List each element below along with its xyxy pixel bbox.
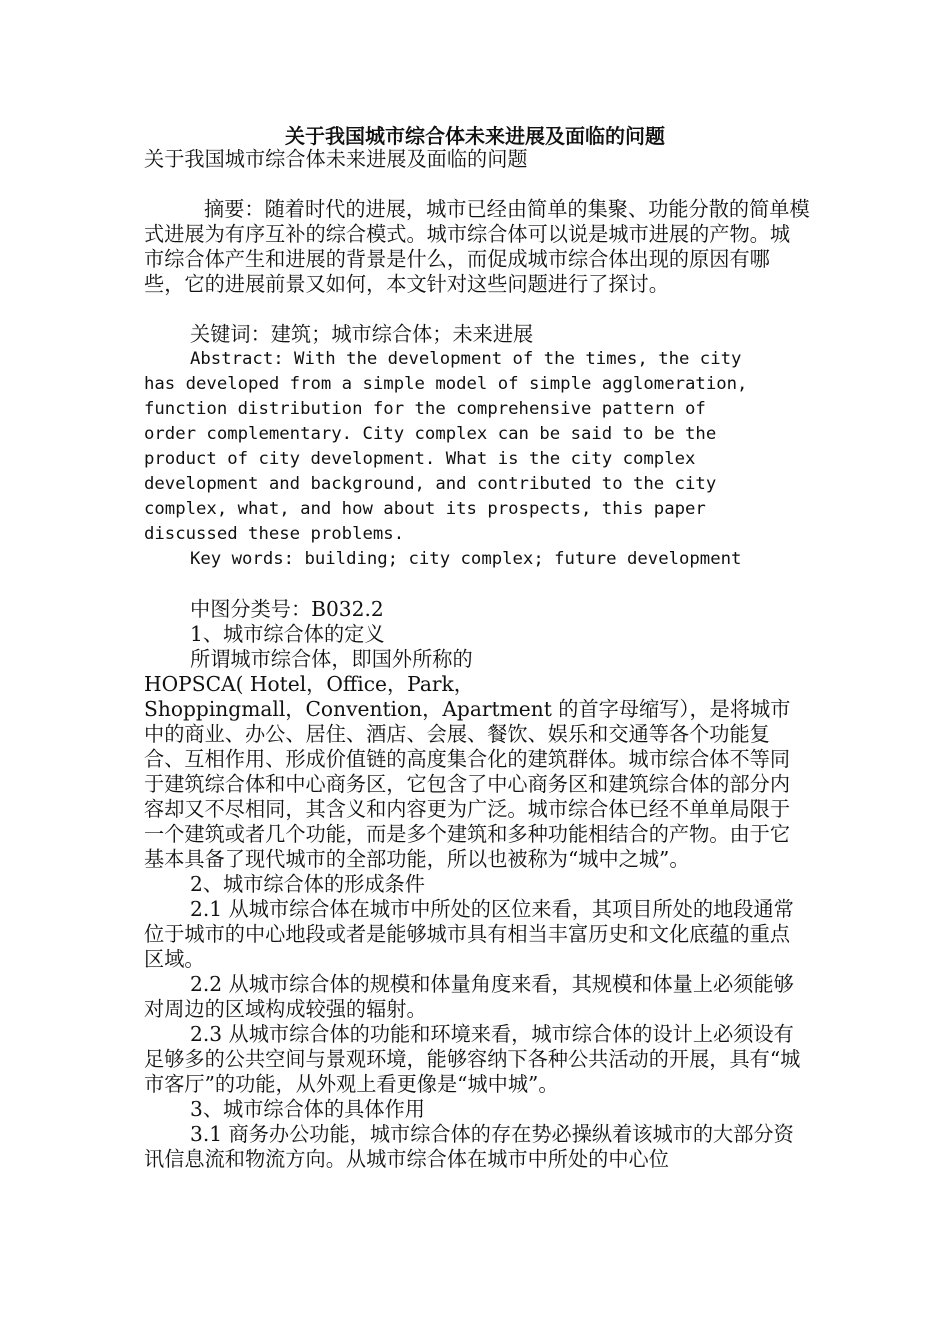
abstract-en-line: complex, what, and how about its prospects, this paper: [144, 499, 706, 519]
blank-line: [144, 297, 810, 322]
section1-paragraph: Shoppingmall，Convention，Apartment 的首字母缩写），是将城市中的商业、办公、居住、酒店、会展、餐饮、娱乐和交通等各个功能复合、互相作用、形成价值链的高度集合化的建筑群体。城市综合体不等同于建筑综合体和中心商务区，它包含了中心商务区和建筑综合体的部分内容却又不尽相同，其含义和内容更为广泛。城市综合体已经不单单局限于一个建筑或者几个功能，而是多个建筑和多种功能相结合的产物。由于它基本具备了现代城市的全部功能，所以也被称为“城中之城”。: [144, 697, 791, 871]
abstract-en-line: Abstract: With the development of the times, the city: [190, 349, 742, 369]
abstract-en-line: development and background, and contributed to the city: [144, 474, 717, 494]
document-title: 关于我国城市综合体未来进展及面临的问题: [285, 124, 665, 148]
blank-line: [144, 572, 810, 597]
section2-paragraph: 2.3 从城市综合体的功能和环境来看，城市综合体的设计上必须设有足够多的公共空间与景观环境，能够容纳下各种公共活动的开展，具有“城市客厅”的功能，从外观上看更像是“城中城”。: [144, 1022, 801, 1096]
classification-number: 中图分类号：B032.2: [190, 597, 384, 621]
section2-paragraph: 2.1 从城市综合体在城市中所处的区位来看，其项目所处的地段通常位于城市的中心地段或者是能够城市具有相当丰富历史和文化底蕴的重点区域。: [144, 897, 794, 971]
blank-line: [144, 172, 810, 197]
section-heading: 3、城市综合体的具体作用: [190, 1097, 425, 1121]
section1-hopsca: HOPSCA( Hotel，Office，Park，: [144, 672, 474, 696]
abstract-en-line: function distribution for the comprehensive pattern of: [144, 399, 706, 419]
document-subtitle: 关于我国城市综合体未来进展及面临的问题: [144, 147, 528, 171]
section-heading: 1、城市综合体的定义: [190, 622, 385, 646]
document-body: [144, 147, 810, 1172]
abstract-en-line: has developed from a simple model of simple agglomeration,: [144, 374, 748, 394]
keywords-en: Key words: building; city complex; future development: [190, 549, 742, 569]
section2-paragraph: 2.2 从城市综合体的规模和体量角度来看，其规模和体量上必须能够对周边的区域构成较强的辐射。: [144, 972, 794, 1021]
keywords-cn: 关键词：建筑；城市综合体；未来进展: [190, 322, 534, 346]
abstract-en-line: product of city development. What is the city complex: [144, 449, 696, 469]
abstract-cn: 摘要：随着时代的进展，城市已经由简单的集聚、功能分散的简单模式进展为有序互补的综合模式。城市综合体可以说是城市进展的产物。城市综合体产生和进展的背景是什么，而促成城市综合体出现的原因有哪些，它的进展前景又如何，本文针对这些问题进行了探讨。: [144, 197, 810, 296]
abstract-en-line: order complementary. City complex can be said to be the: [144, 424, 717, 444]
section1-intro: 所谓城市综合体，即国外所称的: [190, 647, 473, 671]
abstract-en-line: discussed these problems.: [144, 524, 405, 544]
section3-paragraph: 3.1 商务办公功能，城市综合体的存在势必操纵着该城市的大部分资讯信息流和物流方向。从城市综合体在城市中所处的中心位: [144, 1122, 794, 1171]
section-heading: 2、城市综合体的形成条件: [190, 872, 425, 896]
